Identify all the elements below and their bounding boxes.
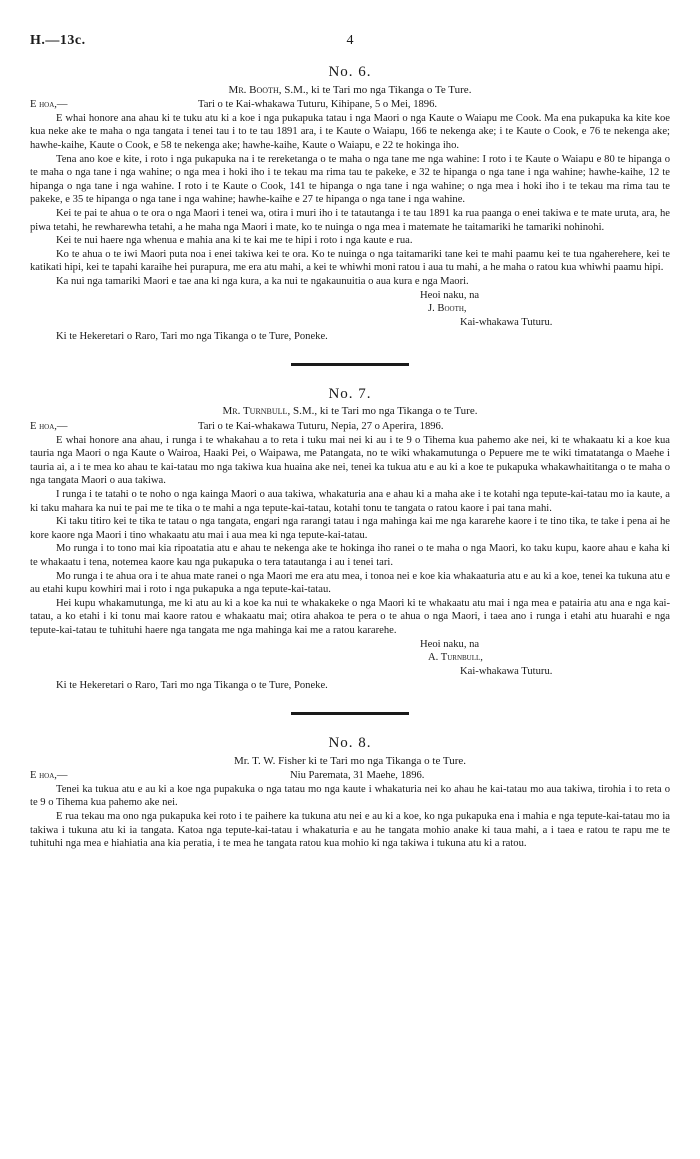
paragraph: Tena ano koe e kite, i roto i nga pukapuka na i te rereketanga o te maha o nga tane me nga wahine: I roto i te Kaute o Waiapu e 80 te hipanga o te maha o nga tane i nga wahine; o nga mea i hoki iho i te tekau ma rima tau te pakeke, e 32 te hipanga o nga tane i nga wahine; hawhe-kaihe, 12 te hipanga o nga tane i nga wahine. I roto i te Kaute o Cook, 141 te hipanga o nga tane i nga wahine; o nga mea i hoki iho i te tekau ma rima tau te pakeke, e 35 te hipanga o nga tane i nga wahine; hawhe-kaihe e 27 te hipanga o nga tane i nga wahine. [30, 153, 670, 206]
recipient: Ki te Hekeretari o Raro, Tari mo nga Tikanga o te Ture, Poneke. [56, 331, 328, 343]
paragraph: Ki taku titiro kei te tika te tatau o nga tangata, engari nga rarangi tatau i nga mahinga kai me nga kararehe kaore i te tino tika, te take i pena ai he kore kaore nga Maori i tino whakaatu atu mai i aua mea ki nga tepute-kai-tatau. [30, 516, 670, 541]
document-page [30, 0, 670, 851]
document-reference: H.—13c. [30, 33, 86, 48]
paragraph: Kei te nui haere nga whenua e mahia ana ki te kai me te hipi i roto i nga kaute e rua. [56, 235, 413, 247]
closing: Heoi naku, na [420, 638, 480, 650]
paragraph: Ka nui nga tamariki Maori e tae ana ki nga kura, a ka nui te ngakaunuitia o aua kura e nga Maori. [56, 275, 469, 287]
place-date: Niu Paremata, 31 Maehe, 1896. [290, 770, 425, 782]
recipient: Ki te Hekeretari o Raro, Tari mo nga Tikanga o te Ture, Poneke. [56, 680, 328, 692]
paragraph: I runga i te tatahi o te noho o nga kainga Maori o aua takiwa, whakaturia ana e ahau ki a maha ake i te kotahi nga tepute-kai-tatau mo ia kaute, a ki taku mahara ka nui te pai me te tika o te mahi a nga tepute-kai-tatau, kotahi tonu te tangata o ratou kaore i pai tana mahi. [30, 489, 670, 514]
paragraph: Kei te pai te ahua o te ora o nga Maori i tenei wa, otira i muri iho i te tatautanga i te tau 1891 ka rua paanga o enei takiwa e te mate uruta, ara, he piwa tetahi, he rewharewha tetahi, a he maha nga Maori i mate, ko te nuinga o nga mea i matemate he taitamariki he tamariki nohinohi. [30, 207, 670, 233]
paragraph: Mo runga i to tono mai kia ripoatatia atu e ahau te nekenga ake te hokinga iho ranei o te maha o nga Maori, ko taku kupu, kaore ahau e kaha ki te whakaatu i tena, notemea kaore kau nga pukapuka o tera tatautanga i au i tenei tari. [30, 543, 670, 568]
paragraph: Hei kupu whakamutunga, me ki atu au ki a koe ka nui te whakakeke o nga Maori ki te whakaatu atu mai i nga mea e patairia atu ana e nga kai-tatau, a ko etahi i ki tonu mai kaore ratou e whakaatu mai; otira ahakoa te pera o te ahua o nga Maori, i taea ano i runga i etahi atu huarahi e nga tepute-kai-tatau te tuhituhi haere nga tangata me nga mahinga kai me a ratou kararehe. [30, 597, 670, 636]
salutation: E hoa,— [30, 421, 68, 433]
paragraph: Mo runga i te ahua ora i te ahua mate ranei o nga Maori me era atu mea, i tonoa nei e koe kia whakaaturia atu e au ki a koe, tenei ka tukuna atu e au etahi kupu kowhiri mai i roto i nga pukapuka a nga tepute-kai-tatau. [30, 570, 670, 596]
addressee-text: S.M., ki te Tari mo nga Tikanga o te Ture. [290, 405, 478, 418]
paragraph: E whai honore ana ahau ki te tuku atu ki a koe i nga pukapuka tatau i nga Maori o nga Kaute o Waiapu me Cook. Ma ena pukapuka ka kite koe kua neke ake te maha o nga tangata i tenei tau i to te tau 1891 ara, i te Kaute o Waiapu, 166 te nekenga ake; i te Kaute o Cook, e 76 te nekenga ake; hawhe-kaihe, Kaute o Cook, e 58 te nekenga ake; hawhe-kaihe, Kaute o Waiapu, e 22 te hokinga iho. [30, 112, 670, 151]
signature: A. Turnbull, [428, 652, 483, 664]
place-date: Tari o te Kai-whakawa Tuturu, Kihipane, 5 o Mei, 1896. [198, 99, 438, 111]
closing: Heoi naku, na [420, 289, 480, 301]
paragraph: E whai honore ana ahau, i runga i te whakahau a to reta i tuku mai nei ki au i te 9 o Tihema kua pahemo ake nei, ki te whakaatu ki a koe kua tauria nga Maori o nga Kaute o Wairoa, Haaki Pei, o Waipawa, me Patangata, no te wiki whakamutunga o Pepuere me te wiki timatatanga o Maehe i tauria ai, a i te mea ko ahau te kai-tatau mo nga takiwa kua huaina ake nei, tenei ka tukua atu e au ki a koe te pukapuka whakawhaititanga o te maha o nga tangata Maori o aua takiwa. [30, 434, 670, 487]
sender-name: Mr. T. W. Fisher [233, 754, 306, 767]
salutation: E hoa,— [30, 99, 68, 111]
place-date: Tari o te Kai-whakawa Tuturu, Nepia, 27 o Aperira, 1896. [198, 421, 444, 433]
letter-addressee [30, 405, 670, 419]
paragraph: Ko te ahua o te iwi Maori puta noa i enei takiwa kei te ora. Ko te nuinga o nga taitamariki tane kei te mahi paamu kei te tua ngaherehere, kei te katikati hipi, kei te tapahi karaihe hei purapura, me era atu mahi, a kei te whiwhi moni ratou i aua tu mahi, a he maha o ratou kua whiwhi paamu hipi. [30, 248, 670, 274]
letter-number: No. 7. [328, 385, 372, 402]
salutation: E hoa,— [30, 770, 68, 782]
signatory-title: Kai-whakawa Tuturu. [460, 665, 553, 677]
letter-number: No. 8. [328, 734, 372, 751]
letter-no-7 [30, 385, 670, 693]
letter-no-8 [30, 734, 670, 851]
section-divider [30, 354, 670, 376]
page-header [30, 34, 670, 54]
signatory-title: Kai-whakawa Tuturu. [460, 316, 553, 328]
letter-number: No. 6. [328, 64, 372, 80]
signature: J. Booth, [428, 303, 467, 315]
paragraph: E rua tekau ma ono nga pukapuka kei roto i te paihere ka tukuna atu nei e au ki a koe, ko nga pukapuka ena i mahia e nga tepute-kai-tatau mo ia takiwa i tukuna atu ki ia tangata. Katoa nga tepute-kai-tatau i whakaturia e au he tangata mohio anake ki taua mahi, a i taea e ratou te rapu me te tuhituhi nga mea e hiahiatia ana kia peratia, i te mea he tangata ratou kua mohio ki nga takiwa i tukuna atu ki a ratou. [30, 810, 670, 850]
section-divider [30, 703, 670, 725]
page-number: 4 [346, 33, 354, 48]
sender-name: Mr. Booth, [228, 83, 282, 96]
addressee-text: ki te Tari mo nga Tikanga o te Ture. [305, 754, 467, 767]
letter-addressee [30, 755, 670, 769]
letter-addressee [30, 84, 670, 98]
paragraph: Tenei ka tukua atu e au ki a koe nga pupakuka o nga tatau mo nga kaute i whakaturia nei ko ahau he kai-tatau mo aua takiwa, tirohia i to reta o te 9 o Tihema kua pahemo ake nei. [30, 783, 670, 809]
letter-no-6 [30, 66, 670, 344]
salutation-row [30, 98, 670, 112]
addressee-text: S.M., ki te Tari mo nga Tikanga o Te Ture. [281, 83, 472, 96]
salutation-row [30, 420, 670, 434]
sender-name: Mr. Turnbull, [222, 405, 291, 418]
salutation-row [30, 769, 670, 783]
